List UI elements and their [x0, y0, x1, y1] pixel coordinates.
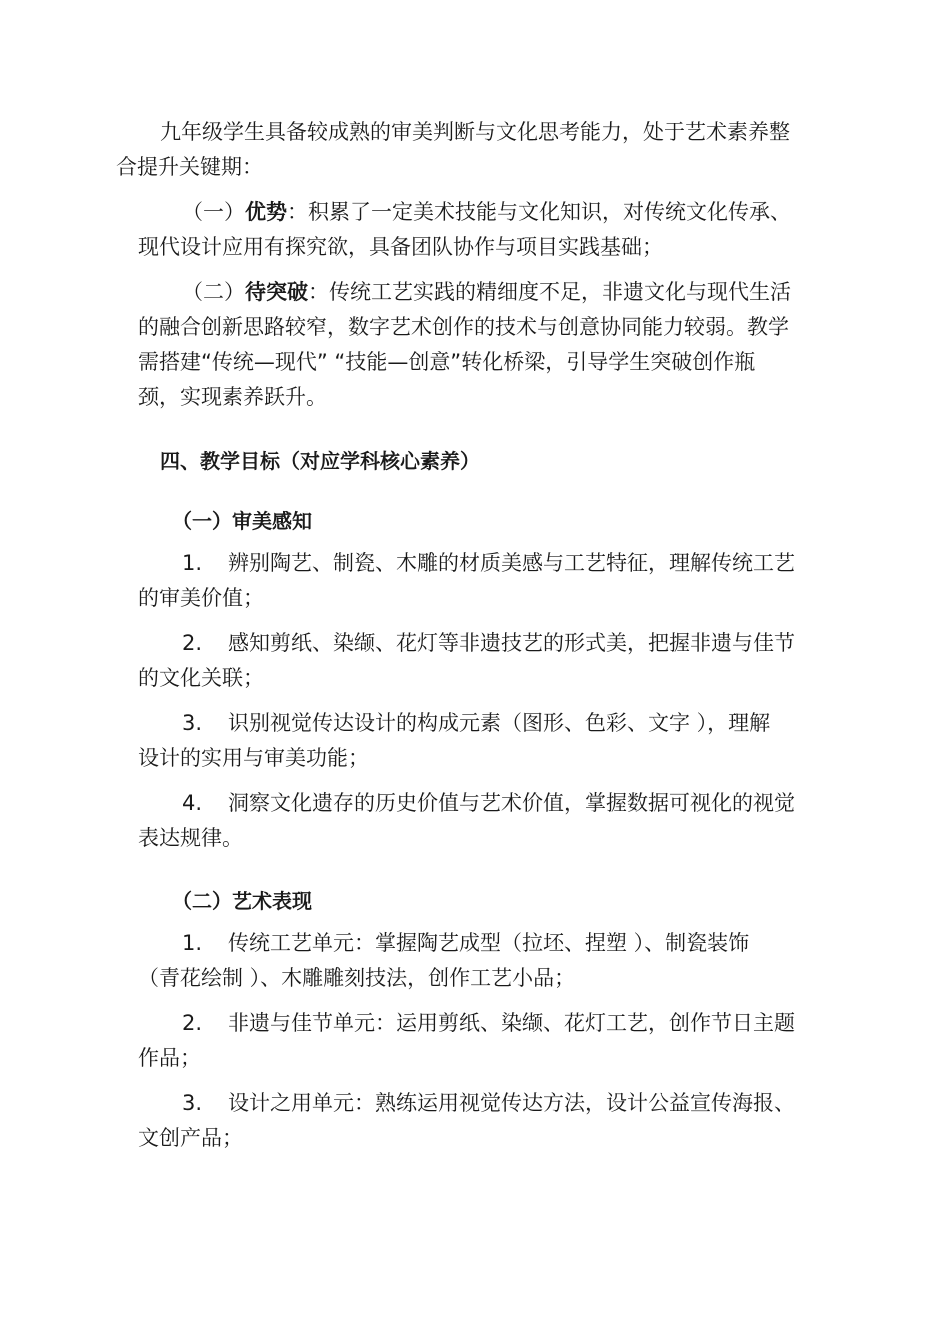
weakness-text: ：传统工艺实践的精细度不足，非遗文化与现代生活	[308, 280, 791, 304]
item-text: 文创产品；	[138, 1126, 243, 1150]
item-text: （青花绘制 ）、木雕雕刻技法，创作工艺小品；	[138, 966, 576, 990]
list-item	[138, 926, 838, 996]
strength-line-1	[138, 195, 838, 230]
aesthetic-perception-heading: （一）审美感知	[172, 509, 312, 533]
strength-prefix: （一）	[182, 200, 245, 224]
weakness-prefix: （二）	[182, 280, 245, 304]
list-item	[138, 1086, 838, 1156]
item-number: 4.	[182, 791, 203, 815]
strength-line-2: 现代设计应用有探究欲，具备团队协作与项目实践基础；	[138, 235, 663, 259]
intro-line-2: 合提升关键期：	[116, 155, 263, 179]
item-text: 设计的实用与审美功能；	[138, 746, 369, 770]
weakness-line-4: 颈，实现素养跃升。	[138, 385, 327, 409]
strength-paragraph	[138, 195, 838, 265]
item-text: 的审美价值；	[138, 586, 264, 610]
strength-label: 优势	[245, 200, 287, 224]
intro-paragraph	[116, 115, 840, 185]
weakness-line-3: 需搭建“传统—现代” “技能—创意”转化桥梁，引导学生突破创作瓶	[138, 350, 756, 374]
weakness-line-2: 的融合创新思路较窄，数字艺术创作的技术与创意协同能力较弱。教学	[138, 315, 789, 339]
item-number: 3.	[182, 711, 203, 735]
item-text: 的文化关联；	[138, 666, 264, 690]
item-number: 1.	[182, 931, 203, 955]
item-number: 2.	[182, 1011, 203, 1035]
weakness-line-1	[138, 275, 838, 310]
weakness-paragraph	[138, 275, 838, 415]
intro-line-1: 九年级学生具备较成熟的审美判断与文化思考能力，处于艺术素养整	[160, 120, 790, 144]
item-text: 洞察文化遗存的历史价值与艺术价值，掌握数据可视化的视觉	[228, 791, 795, 815]
list-item	[138, 626, 838, 696]
item-text: 感知剪纸、染缬、花灯等非遗技艺的形式美，把握非遗与佳节	[228, 631, 795, 655]
item-text: 识别视觉传达设计的构成元素（图形、色彩、文字 ），理解	[228, 711, 771, 735]
item-text: 作品；	[138, 1046, 201, 1070]
list-item	[138, 1006, 838, 1076]
item-number: 3.	[182, 1091, 203, 1115]
item-text: 非遗与佳节单元：运用剪纸、染缬、花灯工艺，创作节日主题	[228, 1011, 795, 1035]
item-text: 表达规律。	[138, 826, 243, 850]
weakness-label: 待突破	[245, 280, 308, 304]
item-number: 1.	[182, 551, 203, 575]
section-4-heading: 四、教学目标（对应学科核心素养）	[160, 449, 480, 473]
item-text: 辨别陶艺、制瓷、木雕的材质美感与工艺特征，理解传统工艺	[228, 551, 795, 575]
item-text: 设计之用单元：熟练运用视觉传达方法，设计公益宣传海报、	[228, 1091, 795, 1115]
artistic-expression-heading: （二）艺术表现	[172, 889, 312, 913]
list-item	[138, 706, 838, 776]
item-text: 传统工艺单元：掌握陶艺成型（拉坯、捏塑 ）、制瓷装饰	[228, 931, 750, 955]
list-item	[138, 786, 838, 856]
list-item	[138, 546, 838, 616]
strength-text: ：积累了一定美术技能与文化知识，对传统文化传承、	[287, 200, 791, 224]
item-number: 2.	[182, 631, 203, 655]
